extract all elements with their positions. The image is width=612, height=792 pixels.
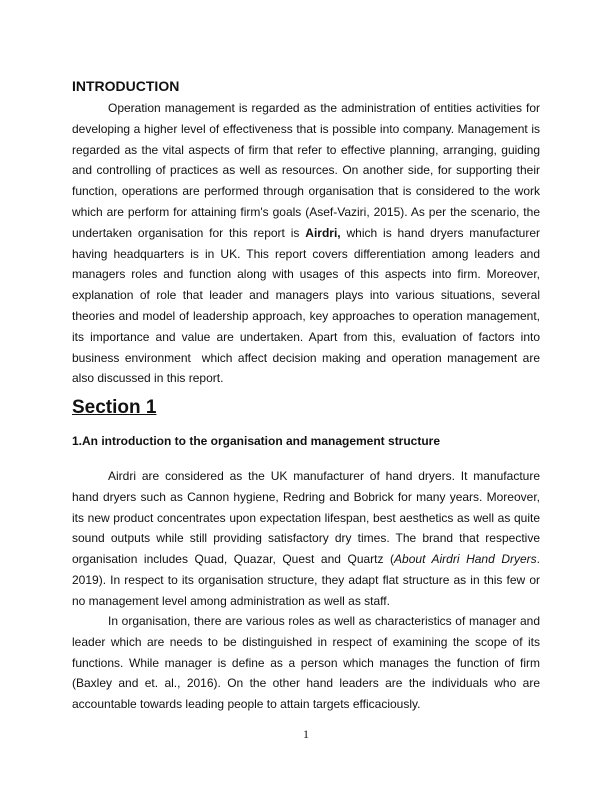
text-line: functions. While manager is define as a person which manages the function of firm [72,655,540,670]
text-line: 2019). In respect to its organisation structure, they adapt flat structure as in this few or [72,572,540,587]
text-line: explanation of role that leader and managers plays into various situations, several [72,288,540,303]
text-segment: undertaken organisation for this report is [72,225,306,240]
text-segment: organisation includes Quad, Quazar, Quest and Quartz ( [72,552,395,567]
text-line [72,549,540,570]
text-line: hand dryers such as Cannon hygiene, Redring and Bobrick for many years. Moreover, [72,489,540,504]
company-name: Airdri, [305,225,341,240]
page-number: 1 [303,727,309,741]
text-line: leader which are needs to be distinguished in respect of examining the scope of its [72,634,540,649]
text-line: In organisation, there are various roles as well as characteristics of manager and [108,614,540,628]
text-line: Airdri are considered as the UK manufacturer of hand dryers. It manufacture [108,469,540,483]
text-segment: . [536,552,540,567]
text-line: no management level among administration as well as staff. [72,593,390,608]
text-line: which are perform for attaining firm's goals (Asef-Vaziri, 2015). As per the scenario, the [72,204,540,219]
text-line: business environment which affect decision making and operation management are [72,350,540,365]
text-line [72,223,540,244]
text-segment: which is hand dryers manufacturer [340,225,541,240]
citation-title: About Airdri Hand Dryers [394,552,537,567]
text-line: its importance and value are undertaken. Apart from this, evaluation of factors into [72,329,540,344]
text-line: developing a higher level of effectiveness that is possible into company. Management is [72,121,540,136]
organisation-paragraph [72,466,540,612]
section-heading: Section 1 [72,397,157,418]
text-line: sound outputs while still providing satisfactory dry times. The brand that respective [72,531,540,546]
text-line: also discussed in this report. [72,371,224,386]
text-line: Operation management is regarded as the administration of entities activities for [108,101,540,115]
introduction-heading: INTRODUCTION [72,78,180,94]
subsection-heading: 1.An introduction to the organisation and management structure [72,434,441,448]
text-line: managers roles and function along with usages of this aspects into firm. Moreover, [72,267,540,282]
text-line: function, operations are performed through organisation that is considered to the work [72,184,540,199]
text-line: theories and model of leadership approach, key approaches to operation management, [72,308,540,323]
text-line: its new product concentrates upon expectation lifespan, best aesthetics as well as quite [72,510,540,525]
introduction-paragraph [72,98,540,389]
text-line: having headquarters is in UK. This report covers differentiation among leaders and [72,246,540,261]
text-line: accountable towards leading people to attain targets efficaciously. [72,697,421,712]
text-line: regarded as the vital aspects of firm that refer to effective planning, arranging, guiding [72,142,540,157]
text-line: (Baxley and et. al., 2016). On the other hand leaders are the individuals who are [72,676,540,691]
roles-paragraph [72,611,540,715]
text-line: and controlling of practices as well as resources. On another side, for supporting their [72,163,540,178]
